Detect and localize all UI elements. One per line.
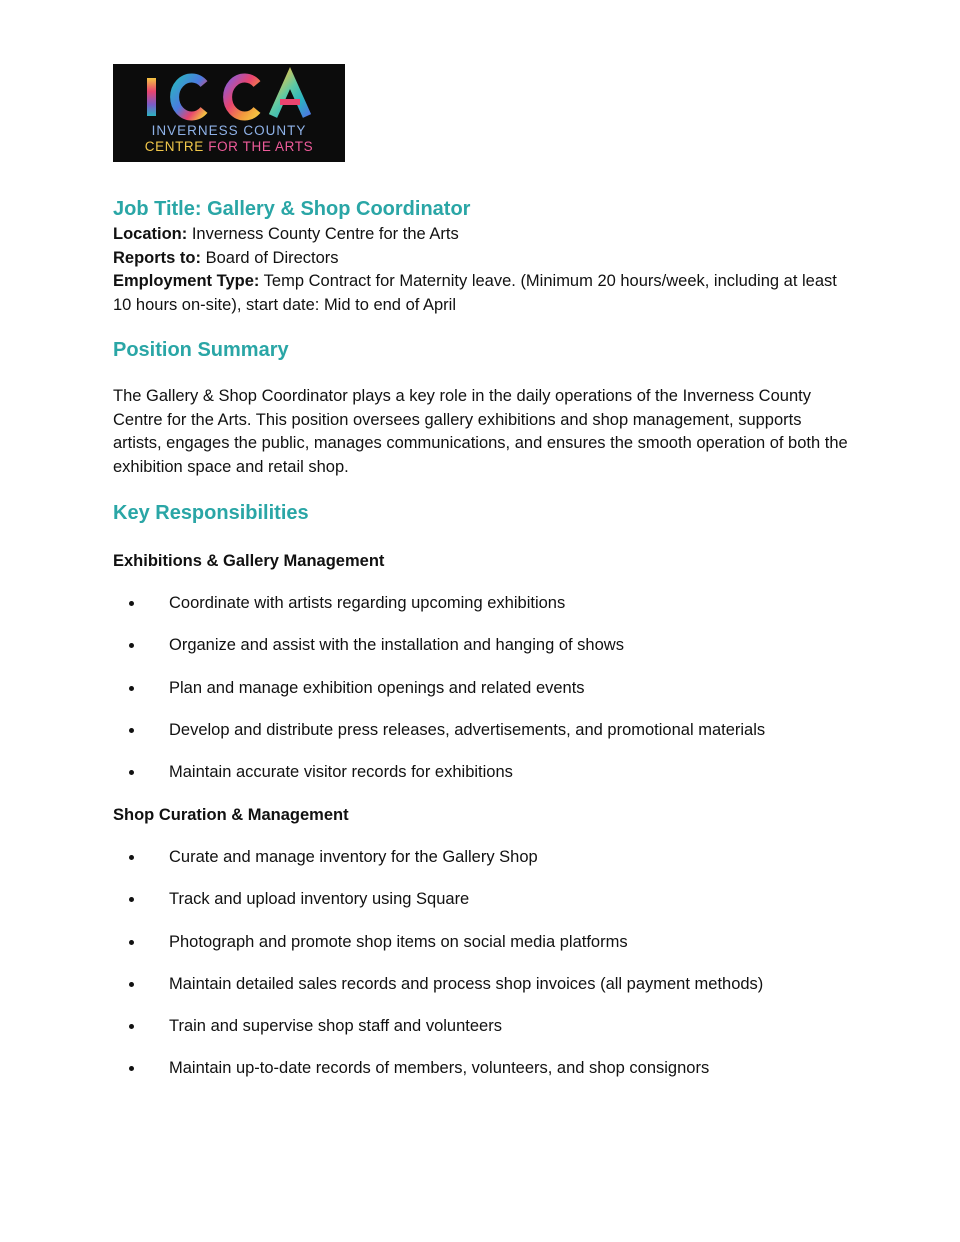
bullet-icon <box>129 643 134 648</box>
list-item-text: Maintain accurate visitor records for exhibitions <box>169 763 513 782</box>
reports-line <box>113 247 843 271</box>
job-header <box>113 196 843 317</box>
employment-line <box>113 270 843 317</box>
exhibitions-subheading: Exhibitions & Gallery Management <box>113 552 385 570</box>
icca-logo <box>113 64 345 162</box>
bullet-icon <box>129 728 134 733</box>
key-responsibilities-heading: Key Responsibilities <box>113 502 309 524</box>
icca-logo-graphic <box>113 64 345 162</box>
list-item-text: Develop and distribute press releases, advertisements, and promotional materials <box>169 720 766 739</box>
logo-line2-centre: CENTRE <box>144 139 209 154</box>
shop-list <box>113 846 853 1100</box>
list-item-text: Track and upload inventory using Square <box>169 890 470 909</box>
bullet-icon <box>129 855 134 860</box>
list-item-text: Maintain up-to-date records of members, volunteers, and shop consignors <box>169 1059 710 1078</box>
job-meta <box>113 223 843 317</box>
location-line <box>113 223 843 247</box>
location-label: Location: <box>113 225 188 243</box>
bullet-icon <box>129 1066 134 1071</box>
logo-letter-a <box>273 78 307 116</box>
job-title: Job Title: Gallery & Shop Coordinator <box>113 198 471 220</box>
list-item-text: Train and supervise shop staff and volunteers <box>169 1017 502 1036</box>
list-item-text: Organize and assist with the installation and hanging of shows <box>169 636 624 655</box>
logo-letter-c1 <box>175 78 204 116</box>
bullet-icon <box>129 601 134 606</box>
list-item <box>113 931 853 973</box>
list-item-text: Maintain detailed sales records and process shop invoices (all payment methods) <box>169 974 764 993</box>
position-summary-section <box>113 337 843 363</box>
list-item <box>113 719 853 761</box>
list-item <box>113 634 853 676</box>
key-responsibilities-section <box>113 500 843 526</box>
list-item-text: Photograph and promote shop items on social media platforms <box>169 932 628 951</box>
logo-line2-arts: FOR THE ARTS <box>208 139 314 154</box>
logo-letter-c2 <box>228 78 257 116</box>
list-item <box>113 592 853 634</box>
logo-letter-i <box>147 78 156 116</box>
bullet-icon <box>129 982 134 987</box>
position-summary-text: The Gallery & Shop Coordinator plays a key role in the daily operations of the Inverness County Centre for the Arts. This position oversees gallery exhibitions and shop management, supports artists, engages the public, manages communications, and ensures the smooth operation of both the exhibition space and retail shop. <box>113 387 848 476</box>
bullet-icon <box>129 770 134 775</box>
list-item <box>113 761 853 803</box>
bullet-icon <box>129 897 134 902</box>
list-item <box>113 973 853 1015</box>
list-item <box>113 1057 853 1099</box>
list-item-text: Curate and manage inventory for the Gallery Shop <box>169 848 538 866</box>
list-item <box>113 1015 853 1057</box>
list-item-text: Plan and manage exhibition openings and related events <box>169 678 585 697</box>
bullet-icon <box>129 686 134 691</box>
position-summary-body <box>113 385 848 479</box>
employment-value: Temp Contract for Maternity leave. (Minimum 20 hours/week, including at least 10 hours on-site), start date: Mid to end of April <box>113 272 837 314</box>
position-summary-heading: Position Summary <box>113 339 289 361</box>
list-item-text: Coordinate with artists regarding upcoming exhibitions <box>169 594 566 612</box>
bullet-icon <box>129 1024 134 1029</box>
reports-value: Board of Directors <box>201 248 339 267</box>
logo-letter-a-bar <box>280 99 300 105</box>
exhibitions-list <box>113 592 853 803</box>
reports-label: Reports to: <box>113 248 201 267</box>
exhibitions-subsection <box>113 550 843 572</box>
logo-line2 <box>145 139 313 154</box>
shop-subheading: Shop Curation & Management <box>113 806 349 824</box>
list-item <box>113 888 853 930</box>
employment-label: Employment Type: <box>113 272 260 290</box>
list-item <box>113 846 853 888</box>
shop-subsection <box>113 804 843 826</box>
logo-line1: INVERNESS COUNTY <box>151 123 307 138</box>
bullet-icon <box>129 940 134 945</box>
list-item <box>113 677 853 719</box>
location-value: Inverness County Centre for the Arts <box>187 225 459 243</box>
